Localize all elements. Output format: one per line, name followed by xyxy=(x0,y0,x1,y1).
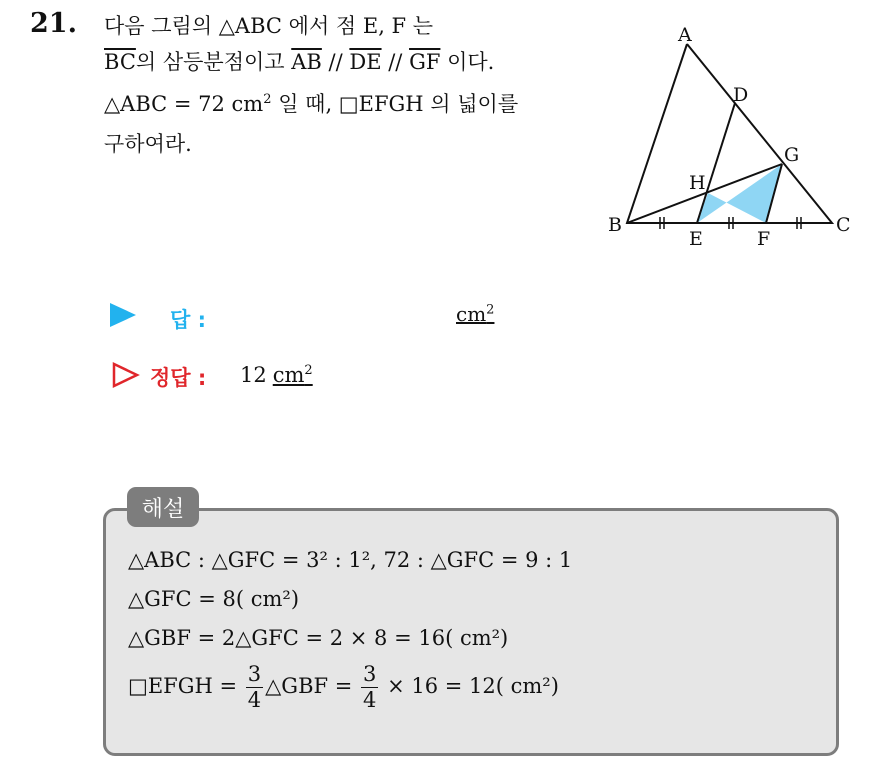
correct-value xyxy=(240,363,313,387)
solution-line-2: △GFC = 8( cm²) xyxy=(128,587,300,611)
question-text: 의 삼등분점이고 xyxy=(135,50,292,74)
segment-de: $\overline{DE}$ xyxy=(349,50,382,74)
superscript: 2 xyxy=(486,302,495,318)
question-line-4: 구하여라. xyxy=(104,132,192,156)
parallel-symbol: // xyxy=(381,50,410,74)
question-line-3 xyxy=(104,88,518,118)
superscript: 2 xyxy=(263,92,272,107)
correct-unit xyxy=(273,363,313,387)
fraction-denominator: 4 xyxy=(247,688,262,712)
question-text: △ABC = 72 cm xyxy=(104,92,264,116)
label-h: H xyxy=(689,172,706,194)
value-text: 12 xyxy=(240,363,267,387)
fraction-numerator: 3 xyxy=(247,662,262,686)
fraction-numerator: 3 xyxy=(363,662,377,686)
solution-tag: 해설 xyxy=(127,487,199,527)
segment-gf: $\overline{GF}$ xyxy=(409,50,441,74)
question-text: 일 때, □EFGH 의 넓이를 xyxy=(271,92,519,116)
answer-row xyxy=(110,300,495,334)
correct-answer-row xyxy=(112,360,313,394)
unit-text: cm xyxy=(456,302,487,326)
fraction xyxy=(361,662,378,713)
superscript: 2 xyxy=(304,363,313,378)
label-f: F xyxy=(757,228,771,250)
solution-text: △GBF = xyxy=(265,674,360,698)
label-a: A xyxy=(678,24,692,46)
label-e: E xyxy=(689,228,703,250)
question-line-2 xyxy=(104,46,494,76)
solution-line-4 xyxy=(128,662,559,713)
fraction xyxy=(246,662,263,713)
label-c: C xyxy=(836,214,851,236)
solution-text: × 16 = 12( cm²) xyxy=(380,674,559,698)
question-line-1: 다음 그림의 △ABC 에서 점 E, F 는 xyxy=(104,14,434,38)
play-triangle-icon xyxy=(110,300,138,330)
fraction-denominator: 4 xyxy=(363,688,377,712)
solution-line-1: △ABC : △GFC = 3² : 1², 72 : △GFC = 9 : 1 xyxy=(128,548,573,572)
answer-label: 답 : xyxy=(170,308,206,332)
outline-triangle-icon xyxy=(112,360,140,390)
triangle-abc xyxy=(627,44,832,223)
solution-text: □EFGH = xyxy=(128,674,244,698)
question-number: 21. xyxy=(30,8,77,39)
segment-ab: $\overline{AB}$ xyxy=(291,50,322,74)
segment-bc: $\overline{BC}$ xyxy=(104,50,136,74)
label-d: D xyxy=(733,84,749,106)
question-text: 이다. xyxy=(440,50,495,74)
unit-text: cm xyxy=(272,363,305,387)
solution-line-3: △GBF = 2△GFC = 2 × 8 = 16( cm²) xyxy=(128,626,509,650)
triangle-figure xyxy=(600,15,870,255)
answer-unit xyxy=(456,302,494,326)
label-g: G xyxy=(784,144,800,166)
label-b: B xyxy=(608,214,622,236)
parallel-symbol: // xyxy=(321,50,350,74)
correct-label: 정답 : xyxy=(150,366,207,390)
